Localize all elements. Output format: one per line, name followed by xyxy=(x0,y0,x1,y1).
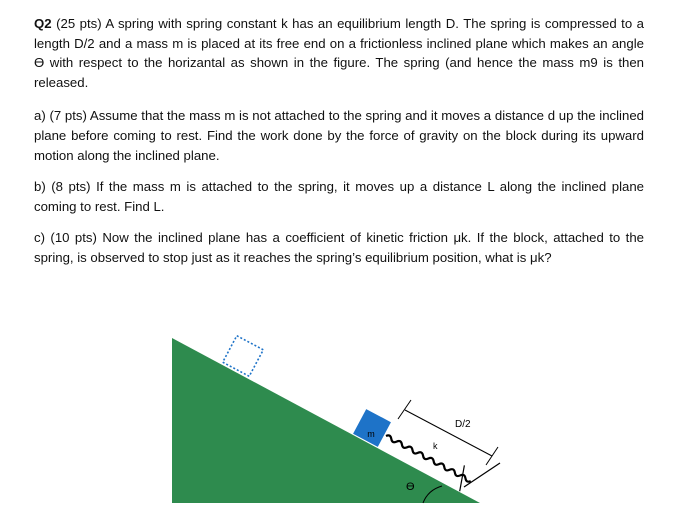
spring-label: k xyxy=(433,441,438,451)
wall-line xyxy=(464,463,500,487)
part-a: a) (7 pts) Assume that the mass m is not attached to the spring and it moves a distance d up the inclined plane before coming to rest. Find the work done by the force of gravity on the block during its upward motion along the inclined plane. xyxy=(34,108,644,163)
question-label: Q2 xyxy=(34,16,52,31)
question-body: (25 pts) A spring with spring constant k has an equilibrium length D. The spring is compressed to a length D/2 and a mass m is placed at its free end on a frictionless inclined plane which makes an angle ϴ with respect to the horizantal as shown in the figure. The spring (and hence the mass m9 is then released. xyxy=(34,16,644,90)
dimension-tick-right xyxy=(486,447,498,465)
length-label: D/2 xyxy=(455,419,471,430)
wall-plate xyxy=(453,465,472,491)
mass-label: m xyxy=(367,429,375,439)
part-b: b) (8 pts) If the mass m is attached to the spring, it moves up a distance L along the inclined plane coming to rest. Find L. xyxy=(34,179,644,214)
inclined-plane xyxy=(172,338,480,503)
dimension-line xyxy=(405,410,492,456)
dimension-tick-left xyxy=(398,400,411,419)
part-c: c) (10 pts) Now the inclined plane has a coefficient of kinetic friction μk. If the block, attached to the spring, is observed to stop just as it reaches the spring’s equilibrium position, what is μk? xyxy=(34,230,644,265)
angle-label: ϴ xyxy=(406,481,415,493)
